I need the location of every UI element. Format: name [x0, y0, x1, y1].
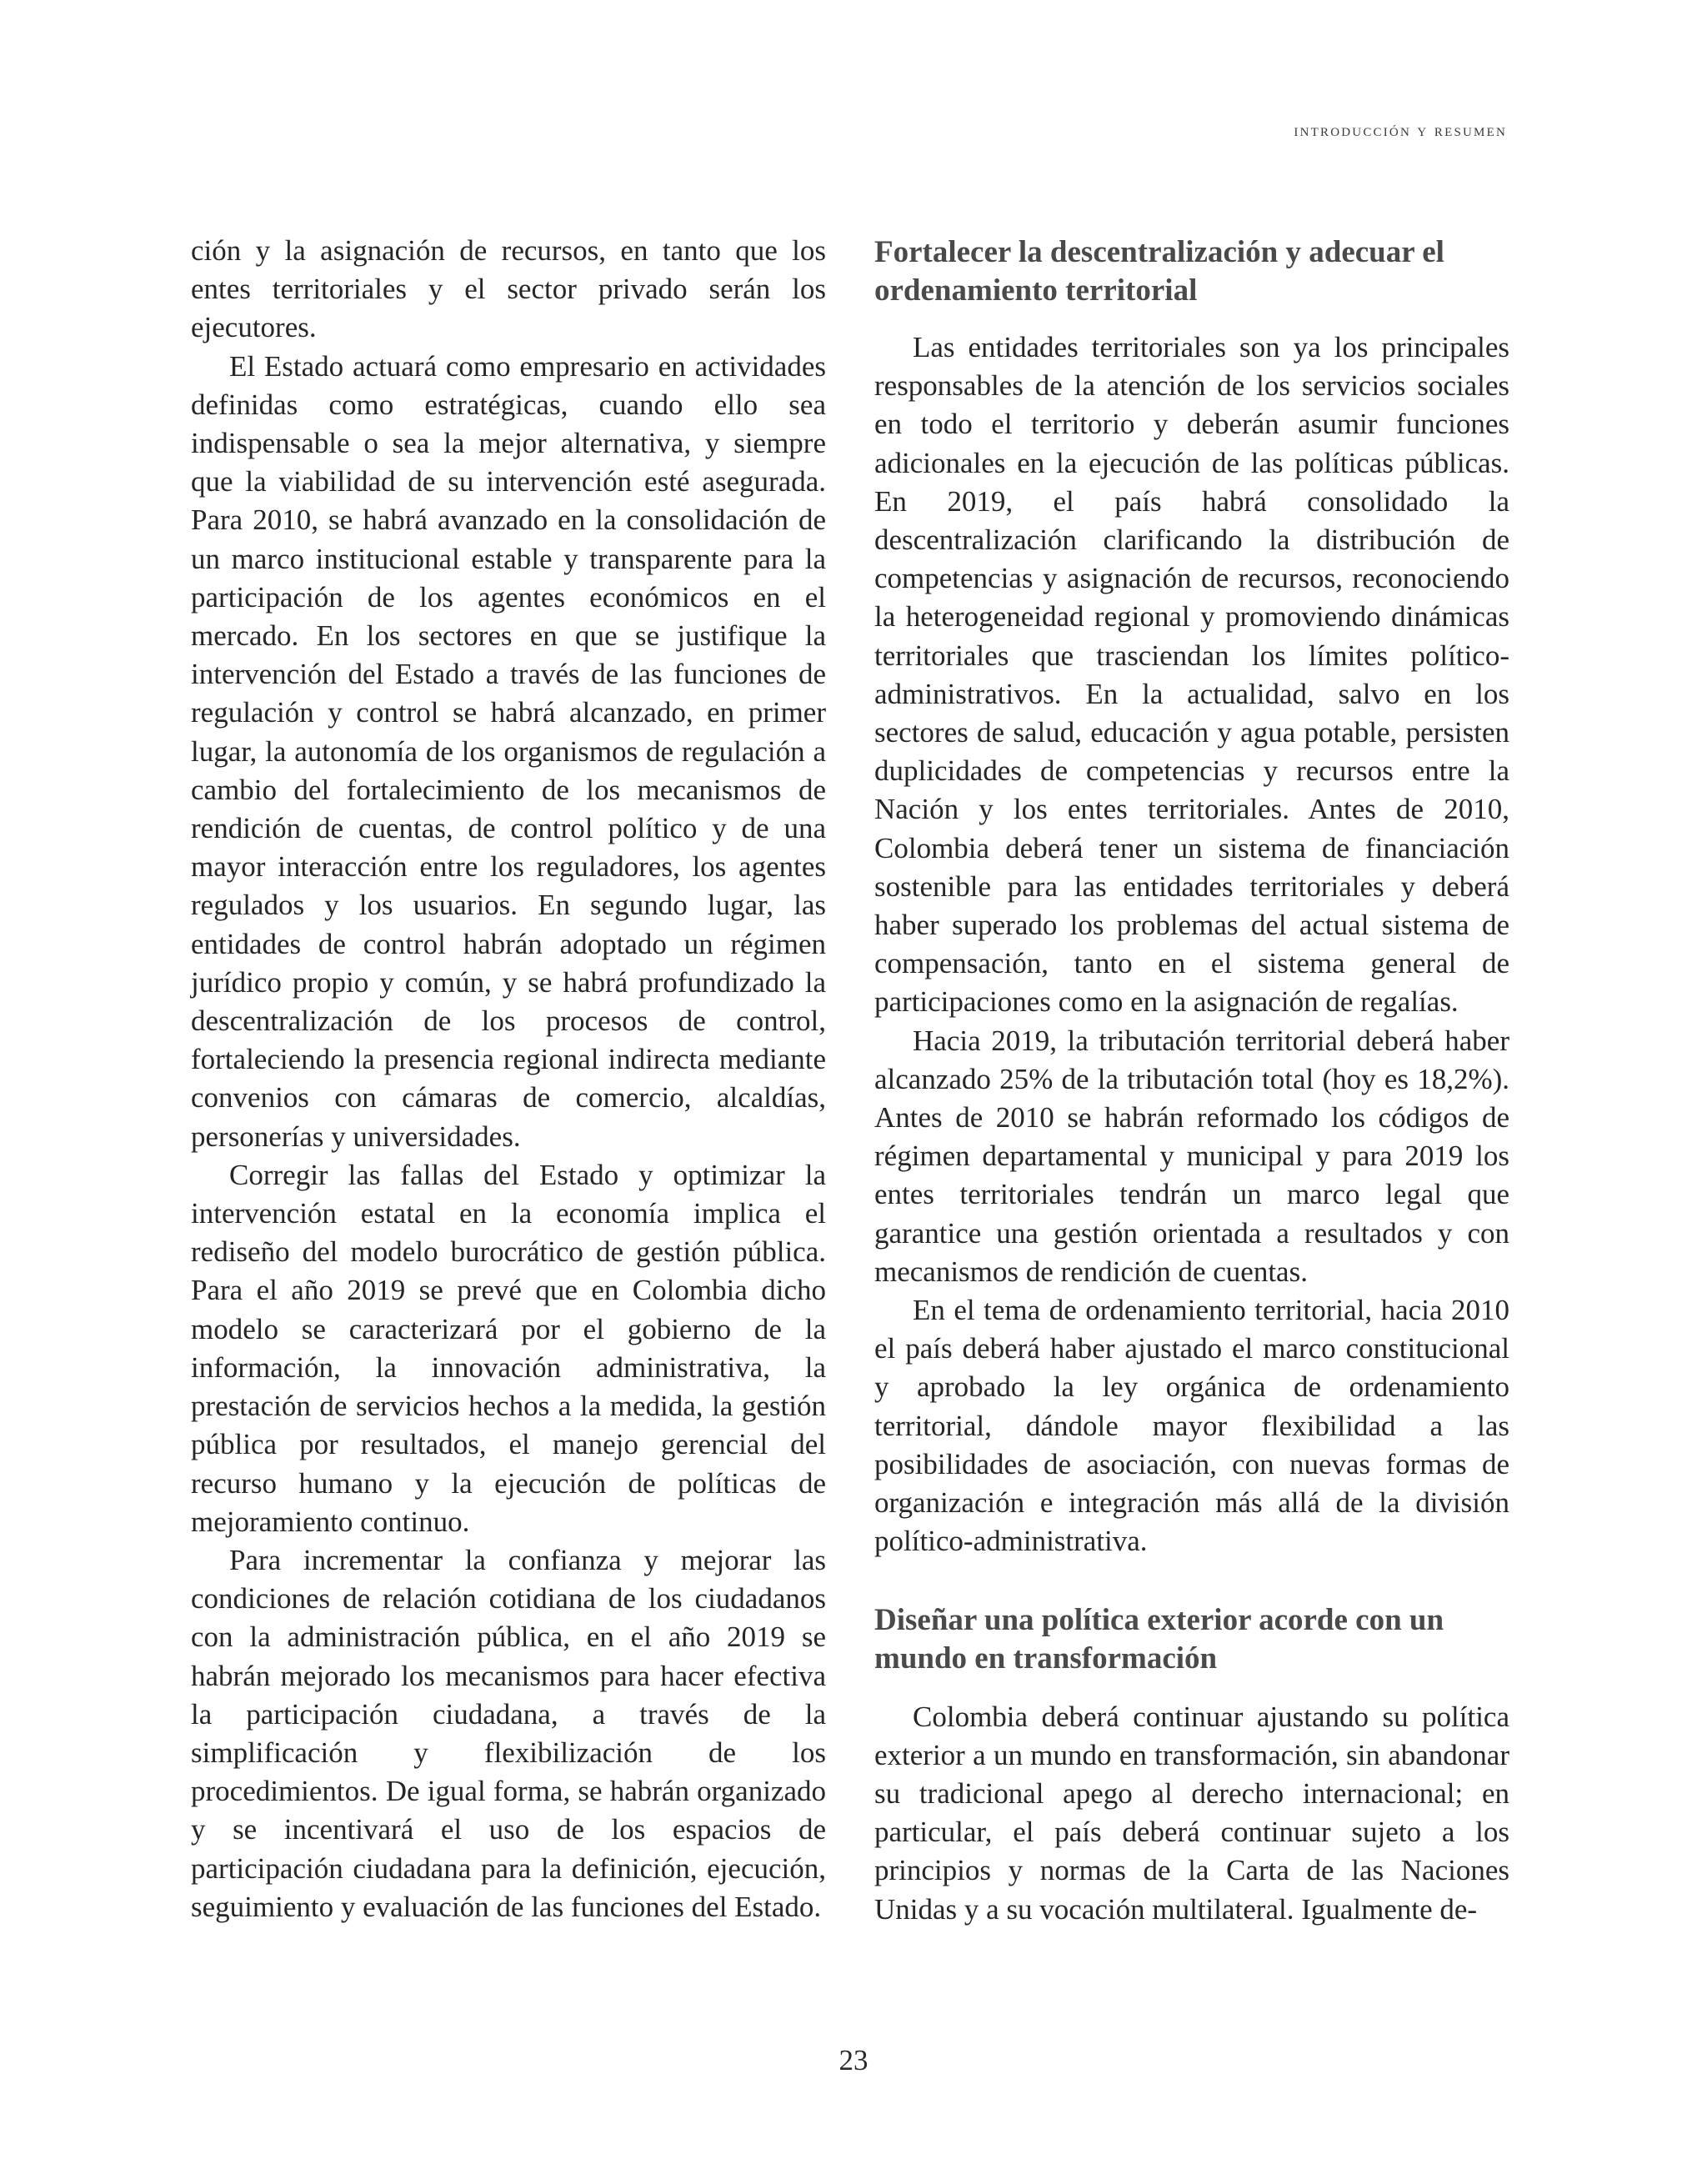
left-column — [191, 232, 826, 1926]
running-head: introducción y resumen — [1294, 120, 1507, 140]
body-paragraph: Corregir las fallas del Estado y optimizar la intervención estatal en la economía implica el rediseño del modelo burocrático de gestión pública. Para el año 2019 se prevé que en Colombia dicho modelo se caracterizará por el gobierno de la información, la innovación administrativa, la prestación de servicios hechos a la medida, la gestión pública por resultados, el manejo gerencial del recurso humano y la ejecución de políticas de mejoramiento continuo. — [191, 1158, 826, 1538]
right-column — [874, 232, 1509, 1929]
section-heading-descentralizacion: Fortalecer la descentralización y adecuar el ordenamiento territorial — [874, 235, 1444, 308]
body-paragraph: Para incrementar la confianza y mejorar las condiciones de relación cotidiana de los ciudadanos con la administración pública, en el año 2019 se habrán mejorado los mecanismos para hacer efectiva la participación ciudadana, a través de la simplificación y flexibilización de los procedimientos. De igual forma, se habrán organizado y se incentivará el uso de los espacios de participación ciudadana para la definición, ejecución, seguimiento y evaluación de las funciones del Estado. — [191, 1543, 826, 1923]
body-paragraph: ción y la asignación de recursos, en tanto que los entes territoriales y el sector privado serán los ejecutores. — [191, 234, 826, 344]
body-paragraph: Las entidades territoriales son ya los principales responsables de la atención de los servicios sociales en todo el territorio y deberán asumir funciones adicionales en la ejecución de las políticas públicas. En 2019, el país habrá consolidado la descentralización clarificando la distribución de competencias y asignación de recursos, reconociendo la heterogeneidad regional y promoviendo dinámicas territoriales que trasciendan los límites político-administrativos. En la actualidad, salvo en los sectores de salud, educación y agua potable, persisten duplicidades de competencias y recursos entre la Nación y los entes territoriales. Antes de 2010, Colombia deberá tener un sistema de financiación sostenible para las entidades territoriales y deberá haber superado los problemas del actual sistema de compensación, tanto en el sistema general de participaciones como en la asignación de regalías. — [874, 331, 1509, 1019]
body-paragraph: En el tema de ordenamiento territorial, hacia 2010 el país deberá haber ajustado el marco constitucional y aprobado la ley orgánica de ordenamiento territorial, dándole mayor flexibilidad a las posibilidades de asociación, con nuevas formas de organización e integración más allá de la división político-administrativa. — [874, 1294, 1509, 1558]
section-heading-politica-exterior: Diseñar una política exterior acorde con un mundo en transformación — [874, 1602, 1444, 1676]
body-paragraph: Colombia deberá continuar ajustando su política exterior a un mundo en transformación, sin abandonar su tradicional apego al derecho internacional; en particular, el país deberá continuar sujeto a los principios y normas de la Carta de las Naciones Unidas y a su vocación multilateral. Igualmente de- — [874, 1700, 1509, 1926]
page-number: 23 — [838, 2044, 869, 2076]
body-paragraph: El Estado actuará como empresario en actividades definidas como estratégicas, cuando ello sea indispensable o sea la mejor alternativa, y siempre que la viabilidad de su intervención esté asegurada. Para 2010, se habrá avanzado en la consolidación de un marco institucional estable y transparente para la participación de los agentes económicos en el mercado. En los sectores en que se justifique la intervención del Estado a través de las funciones de regulación y control se habrá alcanzado, en primer lugar, la autonomía de los organismos de regulación a cambio del fortalecimiento de los mecanismos de rendición de cuentas, de control político y de una mayor interacción entre los reguladores, los agentes regulados y los usuarios. En segundo lugar, las entidades de control habrán adoptado un régimen jurídico propio y común, y se habrá profundizado la descentralización de los procesos de control, fortaleciendo la presencia regional indirecta mediante convenios con cámaras de comercio, alcaldías, personerías y universidades. — [191, 349, 826, 1153]
body-paragraph: Hacia 2019, la tributación territorial deberá haber alcanzado 25% de la tributación total (hoy es 18,2%). Antes de 2010 se habrán reformado los códigos de régimen departamental y municipal y para 2019 los entes territoriales tendrán un marco legal que garantice una gestión orientada a resultados y con mecanismos de rendición de cuentas. — [874, 1024, 1509, 1288]
